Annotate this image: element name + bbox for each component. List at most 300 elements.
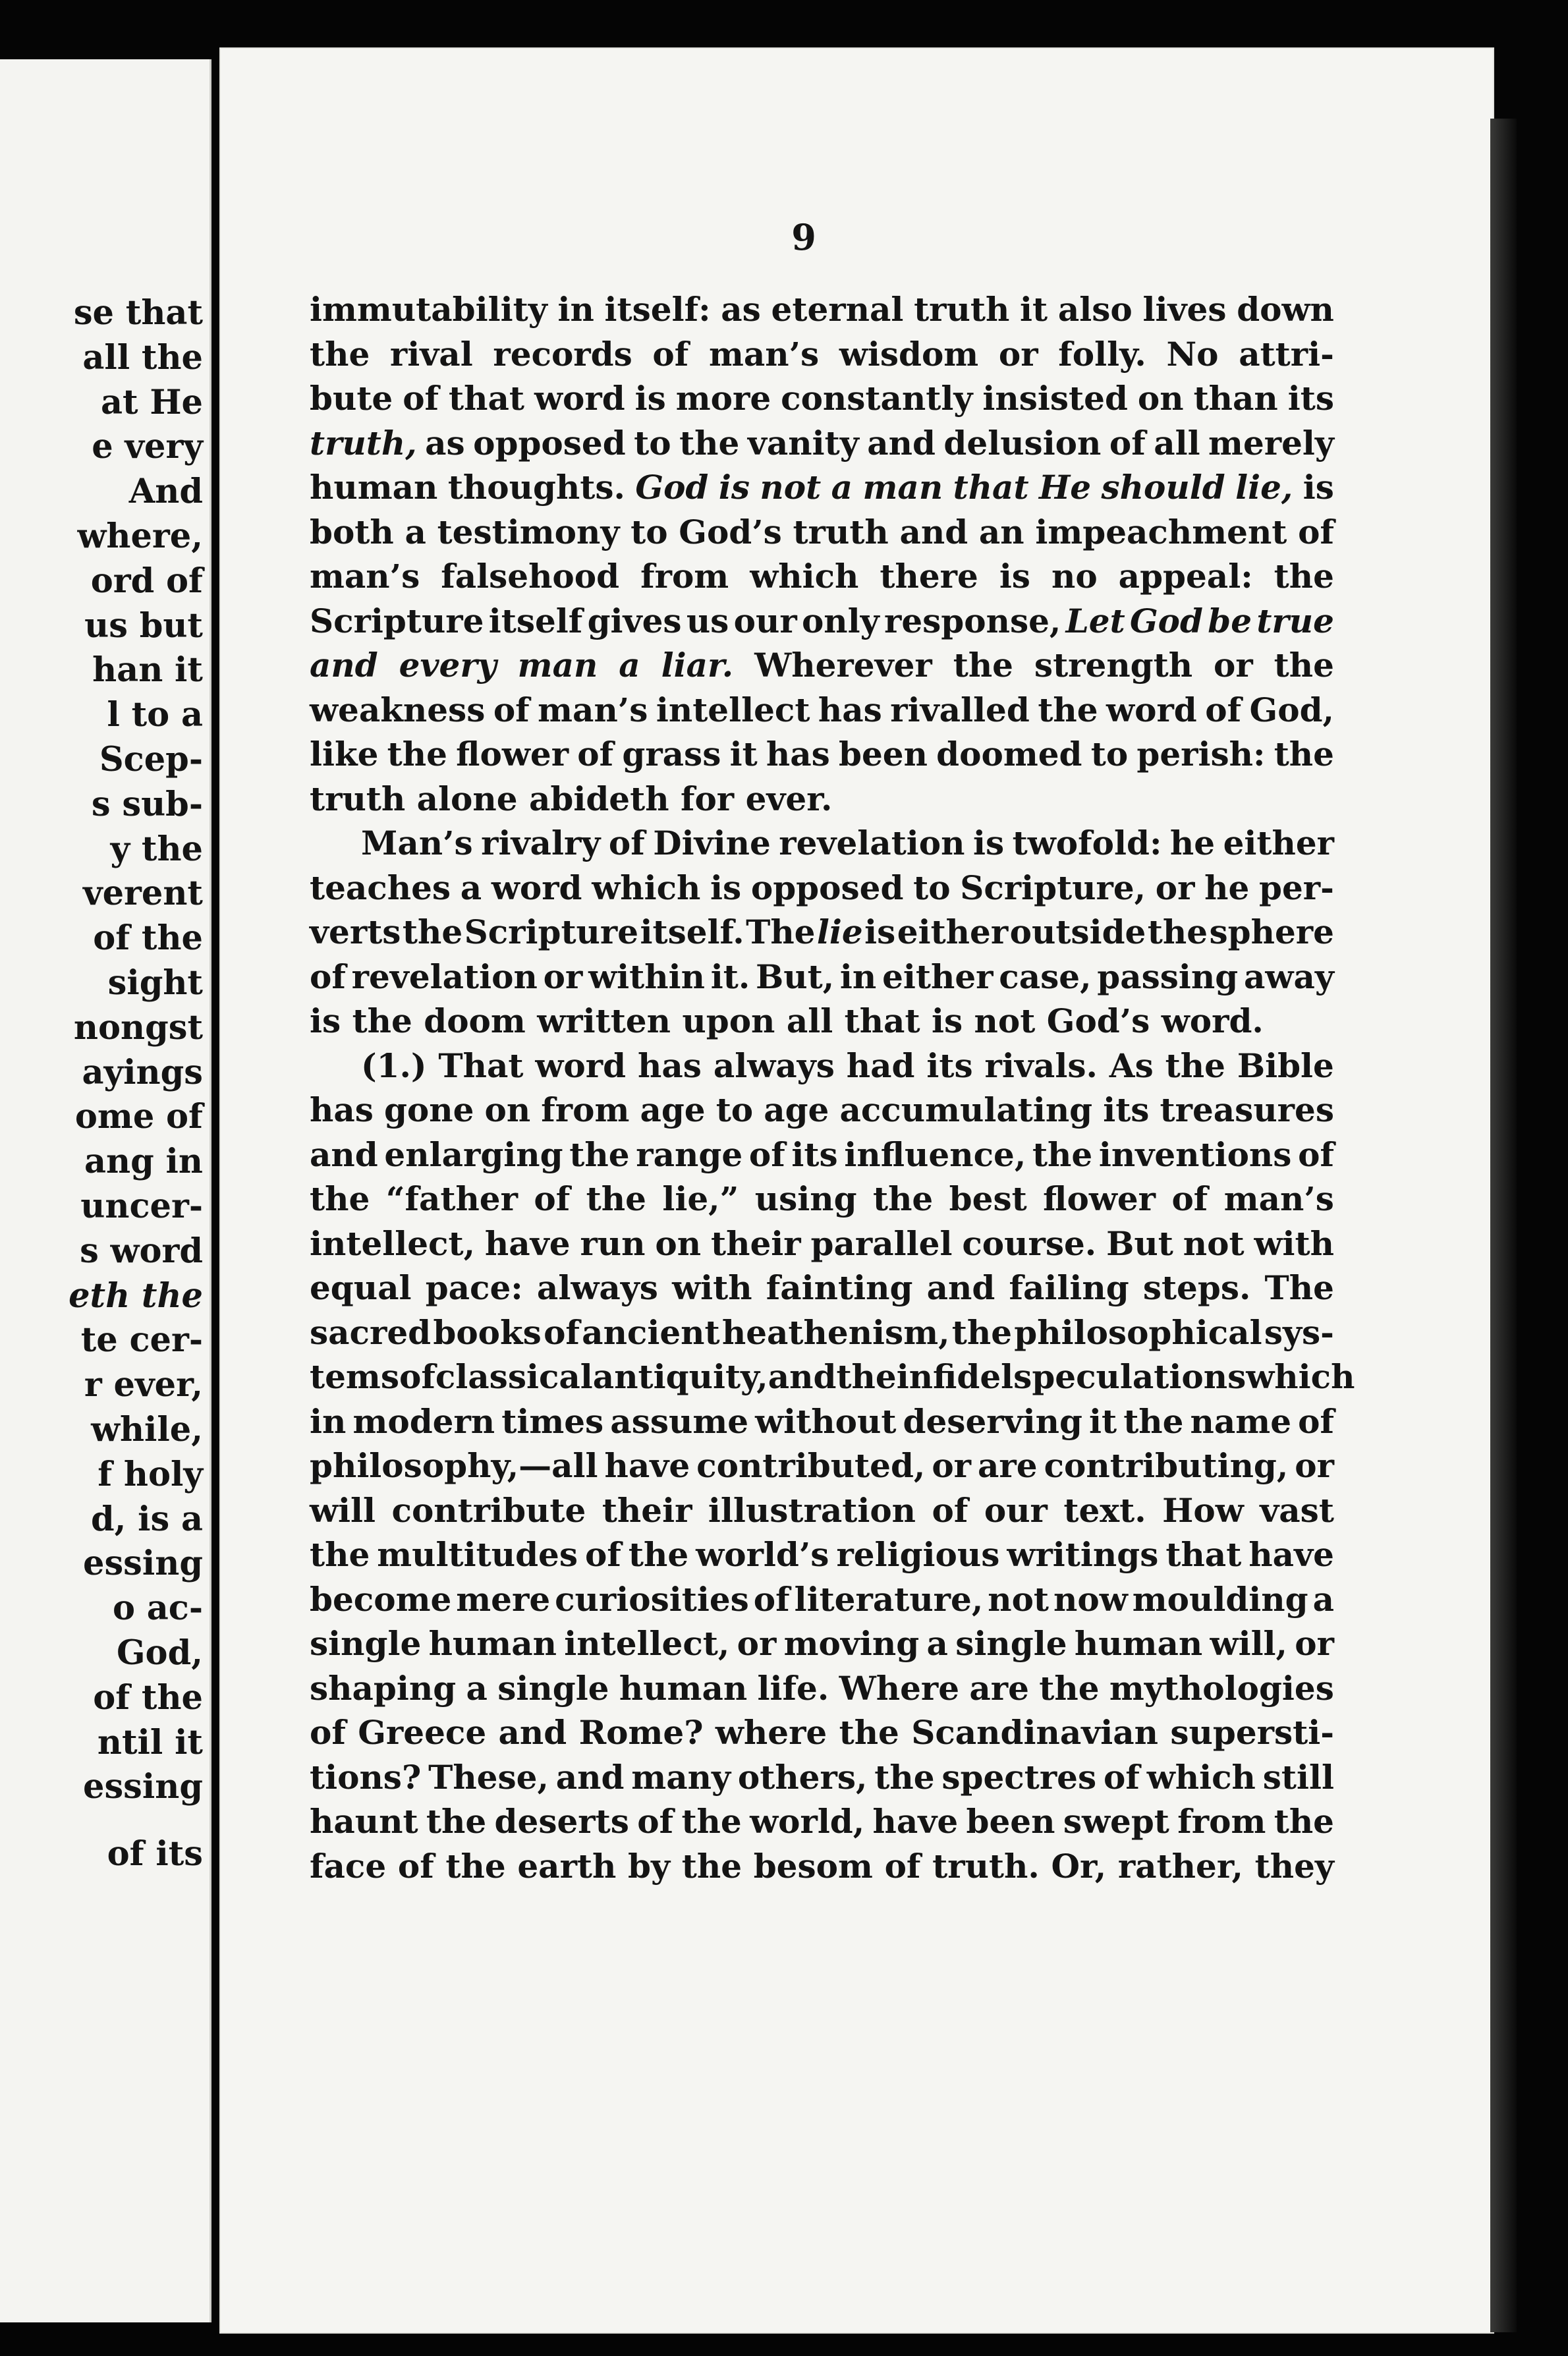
word: is <box>718 468 750 507</box>
word: truth, <box>310 423 417 463</box>
word: have <box>484 1223 571 1263</box>
word: passing <box>1097 957 1239 996</box>
word: ever. <box>745 779 833 818</box>
word: treasures <box>1160 1090 1334 1129</box>
word: man’s <box>310 557 420 596</box>
word: upon <box>682 1001 787 1040</box>
text-line <box>310 688 1334 733</box>
word: the <box>628 1535 689 1574</box>
text-line <box>310 510 1334 555</box>
word: text. <box>1063 1490 1146 1530</box>
word: word <box>534 379 625 418</box>
word: shaping <box>310 1668 457 1708</box>
word: that <box>449 379 524 418</box>
word: is <box>634 379 666 418</box>
word: their <box>711 1223 801 1263</box>
word: is <box>972 824 1005 862</box>
word: the <box>402 912 463 951</box>
left-page-line: And <box>128 472 203 512</box>
word: opposed <box>473 423 626 463</box>
word: away <box>1244 957 1334 996</box>
word: of <box>932 1490 968 1530</box>
text-line <box>310 1088 1334 1133</box>
word: delusion <box>943 423 1102 463</box>
word: itself. <box>640 912 744 951</box>
word: be <box>1208 601 1252 640</box>
word: Let <box>1065 601 1125 640</box>
word: of <box>493 690 530 729</box>
word: truth <box>310 779 417 818</box>
word: the <box>681 1846 742 1886</box>
word: a <box>619 646 640 685</box>
word: moulding <box>1132 1579 1308 1619</box>
word: God’s <box>1046 1001 1162 1040</box>
word: been <box>966 1802 1055 1841</box>
word: in <box>839 957 877 996</box>
left-page-line: r ever, <box>84 1365 203 1405</box>
word: where <box>715 1713 827 1752</box>
word: are <box>978 1446 1038 1485</box>
word: that <box>1165 1535 1242 1574</box>
word: not <box>760 468 822 507</box>
word: intellect <box>656 690 810 729</box>
word: insisted <box>982 379 1128 418</box>
word: The <box>1264 1268 1334 1307</box>
word: the <box>1123 1401 1184 1441</box>
word: folly. <box>1058 334 1146 374</box>
text-line <box>310 866 1334 911</box>
left-page-line: God, <box>117 1633 203 1673</box>
word: the <box>310 334 370 374</box>
text-line <box>310 1044 1334 1088</box>
word: the <box>352 1001 424 1040</box>
word: has <box>818 690 882 729</box>
word: he <box>1204 868 1250 907</box>
text-line <box>310 554 1334 599</box>
word: merely <box>1208 423 1334 463</box>
word: than <box>1193 379 1278 418</box>
word: within <box>588 957 705 996</box>
word: man’s <box>538 690 648 729</box>
word: have <box>872 1802 959 1841</box>
word: is <box>310 1001 352 1040</box>
word: age <box>764 1090 829 1129</box>
word: from <box>1177 1802 1266 1841</box>
word: earth <box>517 1846 617 1886</box>
word: alone <box>416 779 529 818</box>
word: religious <box>836 1535 1000 1574</box>
text-line <box>310 910 1334 955</box>
word: of <box>1298 1135 1334 1174</box>
word: which <box>1246 1357 1355 1396</box>
word: pace: <box>425 1268 523 1307</box>
word: it <box>1089 1401 1117 1441</box>
word: God, <box>1249 690 1334 729</box>
left-page <box>0 59 211 2322</box>
word: its <box>791 1135 838 1174</box>
word: perish: <box>1136 735 1266 773</box>
text-line <box>310 332 1334 377</box>
word: the <box>586 1179 646 1218</box>
word: from <box>640 557 729 596</box>
word: the <box>310 1535 370 1574</box>
word: from <box>541 1090 630 1129</box>
word: modern <box>352 1401 495 1441</box>
word: thoughts. <box>447 468 625 507</box>
word: abideth <box>528 779 681 818</box>
word: But <box>1106 1223 1173 1263</box>
word: enlarging <box>384 1135 563 1174</box>
word: revelation <box>779 824 965 862</box>
word: of <box>399 1357 435 1396</box>
word: and <box>867 423 936 463</box>
word: as <box>425 423 465 463</box>
text-line <box>310 1532 1334 1577</box>
word: influence, <box>844 1135 1026 1174</box>
word: become <box>310 1579 452 1619</box>
left-page-line: han it <box>92 650 203 690</box>
word: a <box>405 512 426 551</box>
left-page-line: where, <box>77 516 203 556</box>
word: either <box>897 912 1009 951</box>
left-page-line: all the <box>82 337 203 378</box>
word: appeal: <box>1118 557 1253 596</box>
word: speculations <box>1013 1357 1246 1396</box>
word: fainting <box>766 1268 913 1307</box>
word: No <box>1166 334 1219 374</box>
word: more <box>675 379 771 418</box>
word: which <box>750 557 859 596</box>
text-line <box>310 1177 1334 1221</box>
word: man <box>862 468 943 507</box>
word: the <box>426 1802 487 1841</box>
word: or <box>737 1624 777 1663</box>
word: have <box>604 1446 690 1485</box>
word: lives <box>1142 290 1227 329</box>
word: antiquity, <box>592 1357 768 1396</box>
word: our <box>984 1490 1048 1530</box>
word: contributing, <box>1044 1446 1289 1485</box>
word: always <box>713 1046 835 1085</box>
word: But, <box>756 957 835 996</box>
word: haunt <box>310 1802 418 1841</box>
word: weakness <box>310 690 486 729</box>
word: world’s <box>696 1535 829 1574</box>
left-page-line: ord of <box>90 561 203 601</box>
text-line <box>310 643 1334 688</box>
word: accumulating <box>839 1090 1093 1129</box>
word: lie, <box>1235 468 1293 507</box>
word: Greece <box>358 1713 487 1752</box>
word: a <box>466 1668 488 1708</box>
text-line <box>310 599 1334 644</box>
word: immutability <box>310 290 547 329</box>
left-page-line: verent <box>82 874 203 914</box>
word: the <box>1274 1802 1334 1841</box>
word: many <box>631 1757 731 1797</box>
word: intellect, <box>310 1223 476 1263</box>
word: true <box>1256 601 1334 640</box>
word: How <box>1162 1490 1244 1530</box>
word: rather, <box>1117 1846 1243 1886</box>
text-line <box>310 1666 1334 1711</box>
word: writings <box>1007 1535 1159 1574</box>
text-line <box>310 1444 1334 1488</box>
text-line <box>310 1355 1355 1399</box>
word: without <box>755 1401 897 1441</box>
word: of <box>753 1579 790 1619</box>
word: Scripture, <box>960 868 1146 907</box>
word: and <box>310 1135 378 1174</box>
word: the <box>836 1357 897 1396</box>
left-page-line: ntil it <box>97 1722 203 1762</box>
word: that <box>844 1001 932 1040</box>
word: he <box>1169 824 1216 862</box>
text-line <box>310 1799 1334 1844</box>
text-line <box>310 1221 1334 1266</box>
word: the <box>1274 646 1334 685</box>
word: Man’s <box>361 824 473 862</box>
word: life. <box>757 1668 829 1708</box>
word: outside <box>1009 912 1146 951</box>
word: literature, <box>794 1579 984 1619</box>
word: best <box>949 1179 1027 1218</box>
text-line <box>310 955 1334 999</box>
left-page-line: at He <box>101 382 203 422</box>
word: of <box>748 1135 785 1174</box>
word: of <box>652 334 689 374</box>
word: single <box>955 1624 1067 1663</box>
word: “father <box>385 1179 518 1218</box>
word: inventions <box>1098 1135 1292 1174</box>
word: has <box>638 1046 702 1085</box>
word: range <box>636 1135 743 1174</box>
word: its <box>1287 379 1334 418</box>
word: been <box>839 735 928 773</box>
word: the <box>1032 1135 1093 1174</box>
word: of <box>637 1802 674 1841</box>
word: Scandinavian <box>911 1713 1159 1752</box>
word: of <box>1109 423 1146 463</box>
word: a <box>831 468 853 507</box>
word: they <box>1254 1846 1334 1886</box>
word: equal <box>310 1268 412 1307</box>
page-body-text <box>310 287 1355 1888</box>
word: human <box>619 1668 748 1708</box>
word: the <box>874 1757 935 1797</box>
word: word <box>1106 690 1197 729</box>
text-line <box>310 732 1334 777</box>
word: its <box>1103 1090 1150 1129</box>
word: gives <box>587 601 682 640</box>
word: rivalry <box>481 824 601 862</box>
word: Bible <box>1237 1046 1334 1085</box>
word: response, <box>883 601 1061 640</box>
word: God’s <box>679 512 782 551</box>
word: not <box>974 1001 1047 1040</box>
word: world, <box>750 1802 865 1841</box>
word: both <box>310 512 394 551</box>
word: of <box>310 1713 346 1752</box>
word: man <box>517 646 598 685</box>
text-line <box>310 1577 1334 1622</box>
word: to <box>715 1090 754 1129</box>
word: it <box>729 735 758 773</box>
word: bute <box>310 379 393 418</box>
word: and <box>926 1268 995 1307</box>
left-page-line: y the <box>110 829 203 869</box>
word: of <box>544 1312 580 1352</box>
word: lie,” <box>662 1179 739 1218</box>
word: of <box>1298 512 1334 551</box>
word: twofold: <box>1012 824 1162 862</box>
word: eternal <box>771 290 904 329</box>
word: verts <box>310 912 401 951</box>
word: is <box>1302 468 1334 507</box>
text-line <box>310 1133 1334 1177</box>
word: single <box>310 1624 422 1663</box>
word: gone <box>383 1090 474 1129</box>
word: by <box>628 1846 671 1886</box>
word: truth <box>914 290 1010 329</box>
word: to <box>913 868 951 907</box>
word: falsehood <box>441 557 620 596</box>
word: Rome? <box>578 1713 704 1752</box>
left-page-line: us but <box>84 605 203 646</box>
word: will <box>310 1490 376 1530</box>
text-line <box>310 1621 1334 1666</box>
word: These, <box>428 1757 549 1797</box>
word: of <box>1298 1401 1334 1441</box>
word: intellect, <box>564 1624 730 1663</box>
word: which <box>592 868 701 907</box>
word: the <box>1274 735 1334 773</box>
left-page-line: ome of <box>74 1097 203 1137</box>
word: mere <box>456 1579 551 1619</box>
word: rival <box>389 334 473 374</box>
word: of <box>585 1535 621 1574</box>
word: single <box>497 1668 609 1708</box>
word: Wherever <box>754 646 932 685</box>
left-page-line: essing <box>83 1544 203 1584</box>
word: parallel <box>810 1223 953 1263</box>
word: will, <box>1210 1624 1287 1663</box>
word: (1.) <box>361 1046 427 1085</box>
word: a <box>926 1624 948 1663</box>
word: to <box>634 423 671 463</box>
word: written <box>537 1001 683 1040</box>
word: to <box>630 512 668 551</box>
word: tions? <box>310 1757 422 1797</box>
word: others, <box>737 1757 868 1797</box>
left-page-line: sight <box>107 963 203 1003</box>
word: wisdom <box>839 334 979 374</box>
page-number: 9 <box>791 216 816 258</box>
word: which <box>1146 1757 1256 1797</box>
word: deserts <box>494 1802 629 1841</box>
word: infidel <box>896 1357 1014 1396</box>
word: had <box>846 1046 915 1085</box>
word: only <box>801 601 880 640</box>
word: of <box>397 1846 434 1886</box>
word: opposed <box>750 868 904 907</box>
word: Or, <box>1051 1846 1107 1886</box>
left-page-line: of the <box>93 918 203 959</box>
word: it. <box>710 957 750 996</box>
word: doom <box>424 1001 538 1040</box>
word: spectres <box>941 1757 1097 1797</box>
word: of <box>310 957 346 996</box>
word: man’s <box>1223 1179 1334 1218</box>
word: face <box>310 1846 387 1886</box>
word: or <box>1295 1624 1334 1663</box>
word: rivals. <box>984 1046 1098 1085</box>
word: philosophy,—all <box>310 1446 598 1485</box>
word: the <box>1039 1668 1100 1708</box>
word: That <box>438 1046 524 1085</box>
word: and <box>555 1757 625 1797</box>
left-page-line: uncer- <box>80 1186 203 1226</box>
word: a <box>460 868 482 907</box>
word: Scripture <box>310 601 484 640</box>
left-page-line: se that <box>73 293 203 333</box>
word: is <box>864 912 896 951</box>
word: word <box>535 1046 627 1085</box>
left-page-text <box>0 291 203 1877</box>
text-line <box>310 777 1334 822</box>
word: the <box>569 1135 630 1174</box>
word: liar. <box>661 646 734 685</box>
word: are <box>969 1668 1029 1708</box>
word: teaches <box>310 868 451 907</box>
text-line <box>310 465 1334 510</box>
word: of <box>608 824 645 862</box>
word: mythologies <box>1109 1668 1334 1708</box>
word: sphere <box>1209 912 1334 951</box>
word: the <box>1147 912 1208 951</box>
word: course. <box>962 1223 1097 1263</box>
word: of <box>1205 690 1242 729</box>
word: either <box>882 957 994 996</box>
word: not <box>1183 1223 1245 1263</box>
word: us <box>686 601 729 640</box>
word: philosophical <box>1014 1312 1262 1352</box>
word: word <box>491 868 582 907</box>
word: vanity <box>747 423 859 463</box>
word: or <box>1214 646 1253 685</box>
word: with <box>1254 1223 1334 1263</box>
left-page-line: l to a <box>107 695 203 735</box>
word: The <box>746 912 816 951</box>
left-page-line: s word <box>80 1231 203 1271</box>
word: of <box>577 735 614 773</box>
word: the <box>681 1802 742 1841</box>
word: lie <box>816 912 863 951</box>
word: is <box>999 557 1030 596</box>
word: in <box>310 1401 347 1441</box>
word: the <box>387 735 447 773</box>
word: its <box>926 1046 973 1085</box>
left-page-line: eth the <box>69 1276 203 1316</box>
word: flower <box>456 735 569 773</box>
word: all <box>786 1001 845 1040</box>
word: there <box>880 557 978 596</box>
word: our <box>733 601 797 640</box>
word: not <box>988 1579 1050 1619</box>
text-line <box>310 821 1334 866</box>
word: or <box>543 957 583 996</box>
word: on <box>655 1223 702 1263</box>
